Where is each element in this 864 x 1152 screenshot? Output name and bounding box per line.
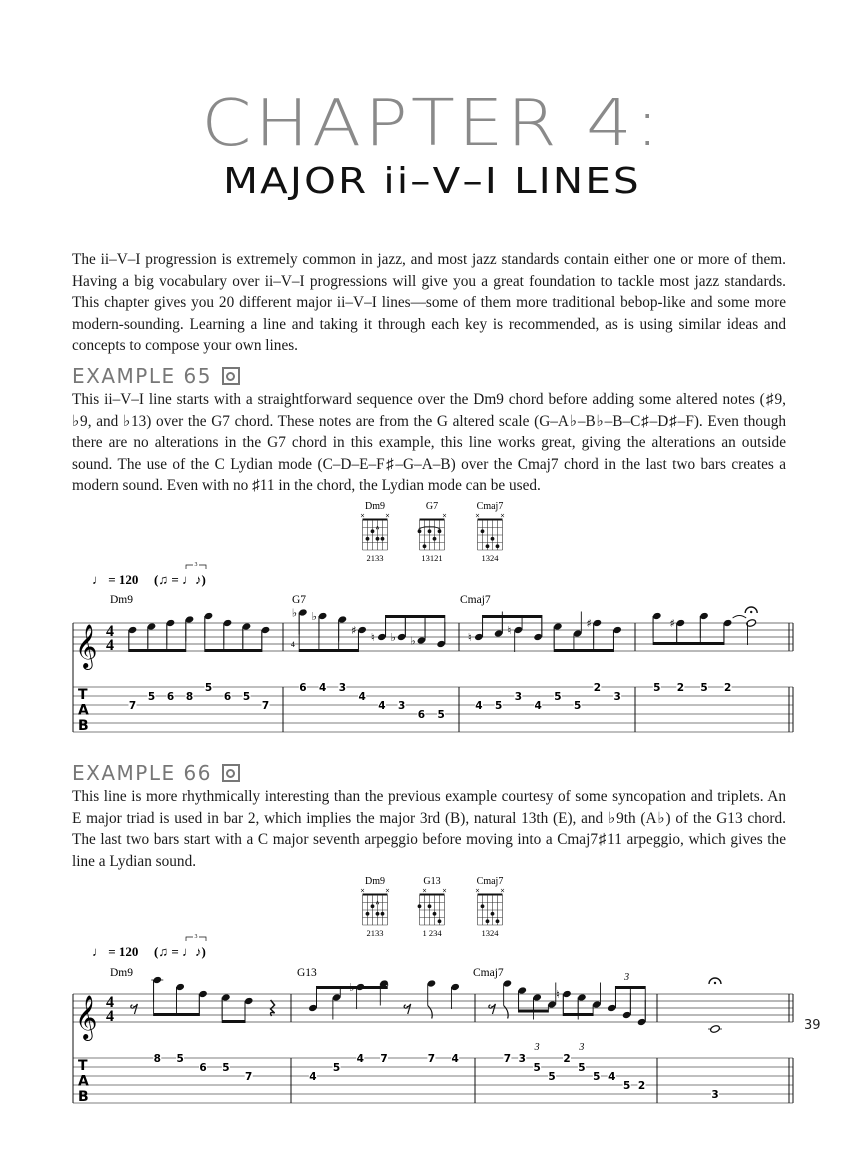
intro-paragraph: The ii–V–I progression is extremely common in jazz, and most jazz standards contain either one or more of them. Having a big vocabulary over ii–V–I progressions will give you a great foundation to tackle most jazz standards. This chapter gives you 20 different major ii–V–I lines—some of them more traditional bebop-like and some more modern-sounding. Learning a line and taking it through each key is recommended, as is using similar ideas and concepts to compose your own lines.: [72, 251, 786, 355]
fermata-dot: [750, 611, 752, 613]
tab-clef-letter: T: [78, 1058, 88, 1074]
tuplet-label: 3: [579, 1042, 585, 1053]
chord-fingering: 2133: [366, 553, 384, 563]
tab-fret-number: 5: [700, 682, 708, 694]
chord-fingering: 2133: [366, 928, 384, 938]
tab-fret-number: 4: [318, 682, 327, 694]
tab-fret-number: 2: [563, 1053, 571, 1065]
tab-fret-number: 2: [676, 682, 685, 694]
tab-fret-number: 3: [397, 700, 406, 712]
treble-clef-icon: 𝄞: [75, 624, 98, 668]
tab-fret-number: 5: [147, 691, 156, 703]
tab-fret-number: 5: [533, 1062, 541, 1074]
tab-fret-number: 5: [242, 691, 251, 703]
accidental: ♯: [586, 617, 592, 630]
finger-dot: [366, 912, 370, 916]
tab-clef-letter: B: [78, 718, 89, 734]
tab-fret-number: 5: [222, 1062, 230, 1074]
tempo-marking: ♩ = 120: [92, 572, 139, 587]
tab-fret-number: 4: [309, 1071, 317, 1083]
eighth-rest-icon: [131, 1004, 138, 1014]
accidental: ♮: [467, 631, 472, 644]
tab-fret-number: 5: [332, 1062, 341, 1074]
chord-diagram-name: Cmaj7: [476, 501, 504, 512]
tab-fret-number: 5: [554, 691, 562, 703]
muted-string-icon: ×: [499, 512, 506, 520]
tab-fret-number: 4: [608, 1071, 616, 1083]
tab-fret-number: 3: [613, 691, 621, 703]
tab-clef-letter: B: [78, 1089, 89, 1105]
treble-clef-icon: 𝄞: [75, 995, 98, 1039]
accidental: ♭: [390, 631, 396, 644]
chord-diagram-cmaj7: [475, 501, 505, 563]
measure-2: [291, 594, 446, 721]
tab-fret-number: 3: [514, 691, 523, 703]
page-number: 39: [804, 1018, 821, 1033]
fermata-dot: [714, 982, 716, 984]
tab-fret-number: 5: [494, 700, 503, 712]
finger-dot: [418, 904, 422, 908]
tab-fret-number: 5: [653, 682, 661, 694]
finger-dot: [376, 912, 380, 916]
chord-diagram-g7: [418, 501, 447, 563]
accidental: ♮: [507, 624, 512, 637]
tab-fret-number: 6: [417, 709, 426, 721]
tab-fret-number: 4: [475, 700, 483, 712]
tab-fret-number: 5: [573, 700, 582, 712]
tab-fret-number: 3: [518, 1053, 526, 1065]
tab-fret-number: 8: [185, 691, 194, 703]
beam: [554, 649, 613, 652]
tab-fret-number: 7: [427, 1053, 436, 1065]
tab-fret-number: 4: [451, 1053, 459, 1065]
tab-fret-number: 5: [622, 1080, 631, 1092]
accidental: ♭: [410, 634, 416, 648]
accidental: ♭: [291, 606, 298, 620]
tab-fret-number: 7: [380, 1053, 388, 1065]
finger-dot: [491, 537, 495, 541]
finger-dot: [496, 544, 500, 548]
chord-fingering: 1324: [481, 928, 499, 938]
tab-fret-number: 5: [548, 1071, 556, 1083]
nut: [478, 519, 503, 521]
swing-triplet-label: 3: [194, 562, 198, 568]
beam: [653, 642, 724, 645]
accidental: ♮: [556, 988, 560, 1001]
example-65-title: EXAMPLE 65: [72, 364, 212, 388]
tab-fret-number: 6: [223, 691, 232, 703]
chord-diagram-name: G7: [425, 501, 439, 512]
example-66-description: This line is more rhythmically interesting than the previous example courtesy of some syncopation and triplets. An E major triad is used in bar 2, which implies the major 3rd (B), natural 13th (E), and ♭9th (A♭) of the G13 chord. The last two bars start with a C major seventh arpeggio before moving into a Cmaj7♯11 arpeggio, which gives the line a Lydian sound.: [72, 788, 786, 870]
example-66-system: [73, 934, 793, 1105]
measure-4: [652, 607, 757, 694]
nut: [478, 894, 503, 896]
swing-marking: (♫ = ♩♪): [154, 944, 206, 959]
tab-fret-number: 8: [153, 1053, 161, 1065]
finger-dot: [381, 537, 385, 541]
tab-fret-number: 2: [593, 682, 602, 694]
fingering-mark: 4: [290, 640, 295, 649]
chord-symbol: Cmaj7: [473, 967, 504, 979]
muted-string-icon: ×: [474, 512, 481, 520]
finger-dot: [481, 904, 485, 908]
example-65-system: [73, 562, 793, 734]
beam: [483, 615, 542, 618]
finger-dot: [376, 537, 380, 541]
muted-string-icon: ×: [359, 887, 366, 895]
example-66-title: EXAMPLE 66: [72, 761, 212, 785]
chord-diagram-name: Dm9: [365, 876, 385, 887]
tab-fret-number: 2: [723, 682, 732, 694]
chord-diagram-name: Dm9: [365, 501, 385, 512]
muted-string-icon: ×: [384, 887, 391, 895]
swing-marking: (♫ = ♩♪): [154, 572, 206, 587]
chord-symbol: G7: [292, 594, 307, 606]
example-65-description: This ii–V–I line starts with a straightforward sequence over the Dm9 chord before adding some altered notes (♯9, ♭9, and ♭13) over the G7 chord. These notes are from the G altered scale (G–A♭–B♭–B–C♯–D♯–F). Even though there are no alterations in the G7 chord in this example, this line works great, giving the alterations an outside sound. The use of the C Lydian mode (C–D–E–F♯–G–A–B) over the Cmaj7 chord in the last two bars creates a modern sound. Even with no ♯11 in the chord, the Lydian mode can be used.: [72, 391, 786, 495]
tab-fret-number: 7: [128, 700, 137, 712]
measure-1: [110, 967, 275, 1083]
beam: [205, 649, 262, 652]
muted-string-icon: ×: [421, 887, 428, 895]
time-signature-top: 4: [106, 994, 114, 1011]
tab-fret-number: 7: [503, 1053, 512, 1065]
finger-dot: [496, 919, 500, 923]
finger-dot: [428, 529, 432, 533]
chord-symbol: Cmaj7: [460, 594, 491, 606]
tab-clef-letter: T: [78, 687, 88, 703]
time-signature-bottom: 4: [106, 1008, 114, 1025]
tab-fret-number: 5: [204, 682, 213, 694]
tab-fret-number: 3: [338, 682, 347, 694]
muted-string-icon: ×: [474, 887, 481, 895]
tempo-marking: ♩ = 120: [92, 944, 139, 959]
tie: [733, 616, 747, 619]
finger-dot: [486, 544, 490, 548]
chapter-title: CHAPTER 4:: [201, 87, 663, 161]
beam: [615, 986, 645, 989]
measure-4: [708, 978, 722, 1101]
time-signature-top: 4: [106, 623, 114, 640]
tab-fret-number: 2: [637, 1080, 646, 1092]
chord-diagram-g13: [418, 876, 447, 938]
tab-clef-letter: A: [78, 702, 89, 719]
tab-fret-number: 5: [593, 1071, 601, 1083]
muted-string-icon: ×: [359, 512, 366, 520]
eighth-rest-icon: [489, 1004, 496, 1014]
finger-dot: [438, 919, 442, 923]
chord-diagram-name: Cmaj7: [476, 876, 504, 887]
finger-dot: [371, 904, 375, 908]
beam: [563, 1013, 593, 1016]
note-head: [710, 1025, 721, 1034]
beam: [317, 986, 388, 989]
tab-fret-number: 3: [711, 1089, 719, 1101]
finger-dot: [486, 919, 490, 923]
measure-1: [110, 594, 270, 712]
chord-fingering: 1 234: [422, 928, 442, 938]
chord-diagram-dm9: [360, 876, 390, 938]
nut: [363, 894, 388, 896]
beam: [129, 649, 186, 652]
beam: [299, 649, 358, 652]
beam: [154, 1013, 200, 1016]
accidental: ♮: [370, 631, 375, 644]
finger-dot: [481, 529, 485, 533]
muted-string-icon: ×: [384, 512, 391, 520]
muted-string-icon: ×: [499, 887, 506, 895]
tuplet-label: 3: [624, 972, 630, 983]
chord-symbol: Dm9: [110, 594, 133, 606]
chapter-subtitle: MAJOR ii–V–I LINES: [223, 161, 641, 202]
finger-dot: [423, 544, 427, 548]
finger-dot: [418, 529, 422, 533]
accidental: ♯: [669, 617, 675, 630]
nut: [363, 519, 388, 521]
note-flag: [504, 1006, 509, 1019]
finger-dot: [371, 529, 375, 533]
beam: [222, 1020, 245, 1023]
finger-dot: [366, 537, 370, 541]
chord-symbol: G13: [297, 967, 317, 979]
beam: [386, 615, 445, 618]
chord-fingering: 1324: [481, 553, 499, 563]
eighth-rest-icon: [404, 1004, 411, 1014]
finger-dot: [433, 537, 437, 541]
chord-diagram-dm9: [360, 501, 390, 563]
muted-string-icon: ×: [441, 512, 448, 520]
muted-string-icon: ×: [441, 887, 448, 895]
tab-fret-number: 7: [261, 700, 270, 712]
measure-2: [297, 967, 460, 1083]
note-flag: [428, 1006, 433, 1019]
nut: [420, 519, 445, 521]
swing-triplet-label: 3: [194, 934, 198, 940]
tab-fret-number: 4: [356, 1053, 364, 1065]
tab-fret-number: 4: [358, 691, 366, 703]
time-signature-bottom: 4: [106, 637, 114, 654]
chord-fingering: 13121: [421, 553, 443, 563]
tab-fret-number: 5: [437, 709, 445, 721]
measure-3: [460, 594, 622, 712]
tuplet-label: 3: [534, 1042, 540, 1053]
finger-dot: [491, 912, 495, 916]
beam: [519, 1010, 549, 1013]
tab-clef-letter: A: [78, 1073, 89, 1090]
tab-fret-number: 6: [199, 1062, 207, 1074]
tab-fret-number: 6: [166, 691, 175, 703]
chord-symbol: Dm9: [110, 967, 133, 979]
finger-dot: [381, 912, 385, 916]
measure-3: [473, 967, 646, 1092]
tab-fret-number: 4: [378, 700, 386, 712]
chord-diagram-cmaj7: [475, 876, 505, 938]
tab-fret-number: 4: [534, 700, 542, 712]
tab-fret-number: 6: [299, 682, 307, 694]
tab-fret-number: 5: [176, 1053, 184, 1065]
tab-fret-number: 5: [578, 1062, 586, 1074]
accidental: ♯: [351, 624, 357, 637]
finger-dot: [438, 529, 442, 533]
accidental: ♭: [311, 610, 317, 623]
chord-diagram-name: G13: [423, 876, 441, 887]
tab-fret-number: 7: [245, 1071, 253, 1083]
finger-dot: [433, 912, 437, 916]
finger-dot: [428, 904, 432, 908]
